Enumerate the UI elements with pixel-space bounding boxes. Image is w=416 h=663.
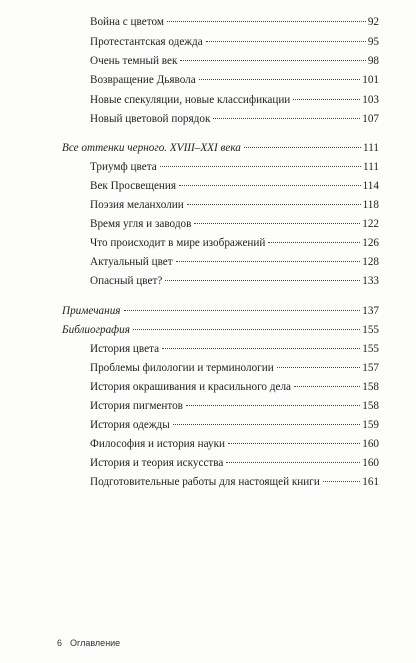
toc-entry-page: 128	[362, 256, 379, 268]
leader-dots	[199, 79, 361, 80]
toc-entry-page: 161	[362, 476, 379, 488]
toc-entry	[90, 160, 379, 174]
toc-entry-title: Протестантская одежда	[90, 36, 203, 48]
leader-dots	[323, 481, 360, 482]
toc-entry-page: 118	[362, 199, 379, 211]
toc-entry	[90, 399, 379, 413]
toc-entry-title: Триумф цвета	[90, 161, 157, 173]
leader-dots	[165, 280, 360, 281]
toc-entry-title: История цвета	[90, 343, 160, 355]
toc-entry	[90, 361, 379, 375]
toc-entry-page: 155	[362, 343, 379, 355]
toc-entry	[90, 217, 379, 231]
toc-entry	[90, 274, 379, 288]
toc-entry-page: 114	[362, 180, 379, 192]
toc-entry	[90, 255, 379, 269]
toc-entry-page: 158	[362, 400, 379, 412]
toc-entry-title: Поэзия меланхолии	[90, 199, 184, 211]
leader-dots	[268, 242, 360, 243]
toc-part-heading	[62, 323, 379, 337]
toc-entry-page: 159	[362, 419, 379, 431]
leader-dots	[133, 329, 360, 330]
toc-entry-title: Возвращение Дьявола	[90, 74, 196, 86]
leader-dots	[277, 367, 360, 368]
leader-dots	[179, 185, 361, 186]
toc-entry-page: 92	[367, 16, 379, 28]
toc-part-title: Примечания	[62, 305, 121, 317]
toc-entry-page: 103	[362, 94, 379, 106]
toc-entry	[90, 456, 379, 470]
toc-entry-title: Век Просвещения	[90, 180, 177, 192]
toc-entry	[90, 380, 379, 394]
page-number: 6	[57, 638, 63, 648]
toc-entry	[90, 15, 379, 29]
leader-dots	[186, 405, 360, 406]
leader-dots	[206, 41, 366, 42]
toc-entry-page: 157	[362, 362, 379, 374]
toc-part-heading	[62, 304, 379, 318]
toc-entry-page: 107	[362, 113, 379, 125]
toc-entry-page: 101	[362, 74, 379, 86]
page-footer	[57, 638, 120, 648]
toc-entry-page: 160	[362, 438, 379, 450]
toc-entry	[90, 418, 379, 432]
toc-entry-title: Проблемы филологии и терминологии	[90, 362, 274, 374]
toc-part-title: Все оттенки черного. XVIII–XXI века	[62, 142, 241, 154]
toc-entry-title: Новый цветовой порядок	[90, 113, 211, 125]
leader-dots	[194, 223, 360, 224]
leader-dots	[160, 166, 361, 167]
toc-entry-page: 95	[367, 36, 379, 48]
leader-dots	[162, 348, 360, 349]
toc-entry-page: 111	[363, 161, 379, 173]
toc-entry-title: Актуальный цвет	[90, 256, 173, 268]
toc-part-heading	[62, 141, 379, 155]
leader-dots	[167, 21, 366, 22]
toc-entry	[90, 112, 379, 126]
toc-entry-title: Новые спекуляции, новые классификации	[90, 94, 291, 106]
leader-dots	[226, 462, 360, 463]
toc-entry	[90, 342, 379, 356]
leader-dots	[124, 310, 361, 311]
toc-entry-title: История и теория искусства	[90, 457, 224, 469]
toc-entry-title: Что происходит в мире изображений	[90, 237, 266, 249]
toc-entry-page: 133	[362, 275, 379, 287]
toc-entry-title: Война с цветом	[90, 16, 164, 28]
toc-entry	[90, 198, 379, 212]
toc-entry-title: Очень темный век	[90, 55, 178, 67]
leader-dots	[244, 147, 361, 148]
toc-entry-title: История пигментов	[90, 400, 183, 412]
leader-dots	[293, 99, 360, 100]
toc-entry-page: 111	[363, 142, 379, 154]
leader-dots	[176, 261, 361, 262]
leader-dots	[180, 60, 365, 61]
toc-entry-title: История одежды	[90, 419, 170, 431]
toc-entry	[90, 475, 379, 489]
leader-dots	[173, 424, 360, 425]
toc-entry-title: Время угля и заводов	[90, 218, 192, 230]
toc-entry-page: 122	[362, 218, 379, 230]
leader-dots	[294, 386, 360, 387]
toc-entry	[90, 54, 379, 68]
toc-entry-page: 160	[362, 457, 379, 469]
toc-entry-title: Опасный цвет?	[90, 275, 163, 287]
toc-part-title: Библиография	[62, 324, 130, 336]
toc-entry-page: 158	[362, 381, 379, 393]
leader-dots	[187, 204, 361, 205]
toc-entry	[90, 179, 379, 193]
toc-entry-title: Подготовительные работы для настоящей книги	[90, 476, 320, 488]
toc-entry-page: 98	[367, 55, 379, 67]
leader-dots	[213, 118, 360, 119]
toc-entry-page: 126	[362, 237, 379, 249]
toc-entry	[90, 236, 379, 250]
toc-entry	[90, 35, 379, 49]
toc-entry-title: Философия и история науки	[90, 438, 226, 450]
toc-entry-page: 155	[362, 324, 379, 336]
leader-dots	[228, 443, 360, 444]
toc-entry	[90, 93, 379, 107]
toc-entry-page: 137	[362, 305, 379, 317]
toc-entry	[90, 437, 379, 451]
toc-entry-title: История окрашивания и красильного дела	[90, 381, 292, 393]
toc-entry	[90, 73, 379, 87]
running-title: Оглавление	[70, 638, 121, 648]
